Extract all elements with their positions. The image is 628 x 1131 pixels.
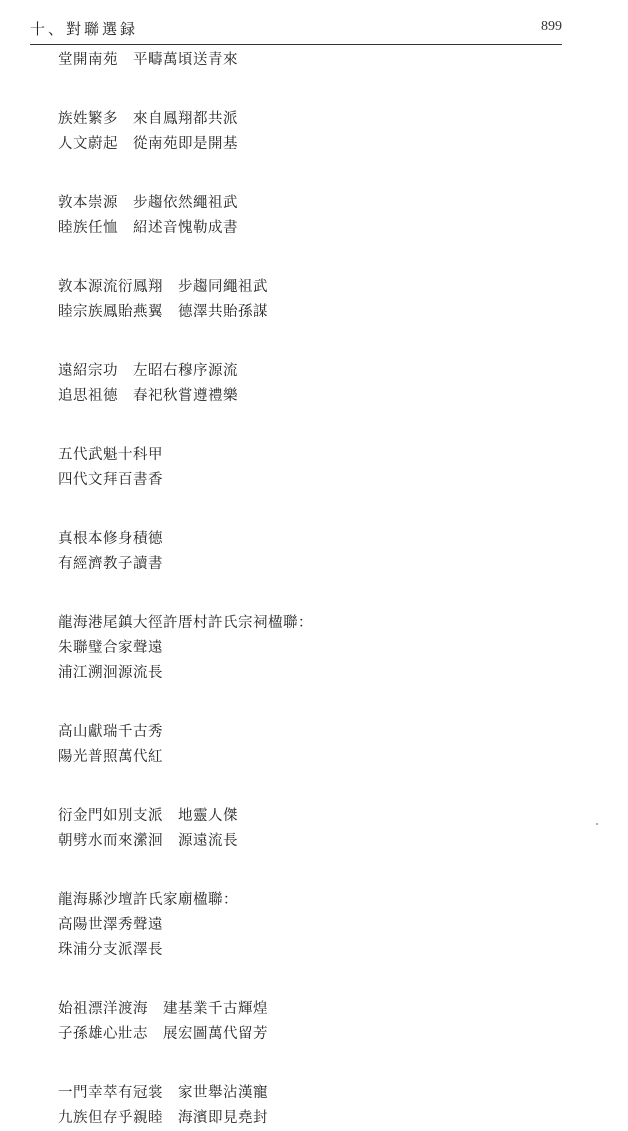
temple-heading: 龍海港尾鎮大徑許厝村許氏宗祠楹聯：: [58, 615, 313, 631]
couplet-line: 敦本源流衍鳳翔 步趨同繩祖武: [58, 279, 268, 295]
section-title: 十、對聯選録: [30, 20, 139, 38]
running-header: [30, 18, 562, 45]
scan-speck: [596, 823, 598, 825]
couplet-line: 始祖漂洋渡海 建基業千古輝煌: [58, 1001, 268, 1017]
couplet-line: 有經濟教子讀書: [58, 556, 163, 572]
page-number: 899: [541, 19, 562, 34]
couplet-list: [58, 48, 558, 1131]
couplet-line: 高山獻瑞千古秀: [58, 724, 163, 740]
couplet-line: 四代文拜百書香: [58, 472, 163, 488]
couplet-line: 追思祖德 春祀秋嘗遵禮樂: [58, 388, 238, 404]
couplet-line: 珠浦分支派澤長: [58, 942, 163, 958]
couplet-line: 人文蔚起 從南苑即是開基: [58, 136, 238, 152]
couplet-line: 敦本崇源 步趨依然繩祖武: [58, 195, 238, 211]
couplet-line: 真根本修身積德: [58, 531, 163, 547]
couplet-line: 五代武魁十科甲: [58, 447, 163, 463]
couplet-line: 堂開南苑 平疇萬頃送青來: [58, 52, 238, 68]
couplet-line: 遠紹宗功 左昭右穆序源流: [58, 363, 238, 379]
couplet-line: 朝劈水而來瀠洄 源遠流長: [58, 833, 238, 849]
couplet-line: 衍金門如別支派 地靈人傑: [58, 808, 238, 824]
couplet-line: 九族但存乎親睦 海濱即見堯封: [58, 1110, 268, 1126]
couplet-line: 睦宗族鳳貽燕翼 德澤共貽孫謀: [58, 304, 268, 320]
couplet-line: 高陽世澤秀聲遠: [58, 917, 163, 933]
couplet-line: 一門幸萃有冠裳 家世舉沾漢寵: [58, 1085, 268, 1101]
couplet-line: 朱聯璧合家聲遠: [58, 640, 163, 656]
couplet-line: 子孫雄心壯志 展宏圖萬代留芳: [58, 1026, 268, 1042]
couplet-line: 睦族任恤 紹述音愧勒成書: [58, 220, 238, 236]
couplet-line: 陽光普照萬代紅: [58, 749, 163, 765]
couplet-line: 族姓繁多 來自鳳翔都共派: [58, 111, 238, 127]
temple-heading: 龍海縣沙壇許氏家廟楹聯：: [58, 892, 238, 908]
couplet-line: 浦江溯洄源流長: [58, 665, 163, 681]
